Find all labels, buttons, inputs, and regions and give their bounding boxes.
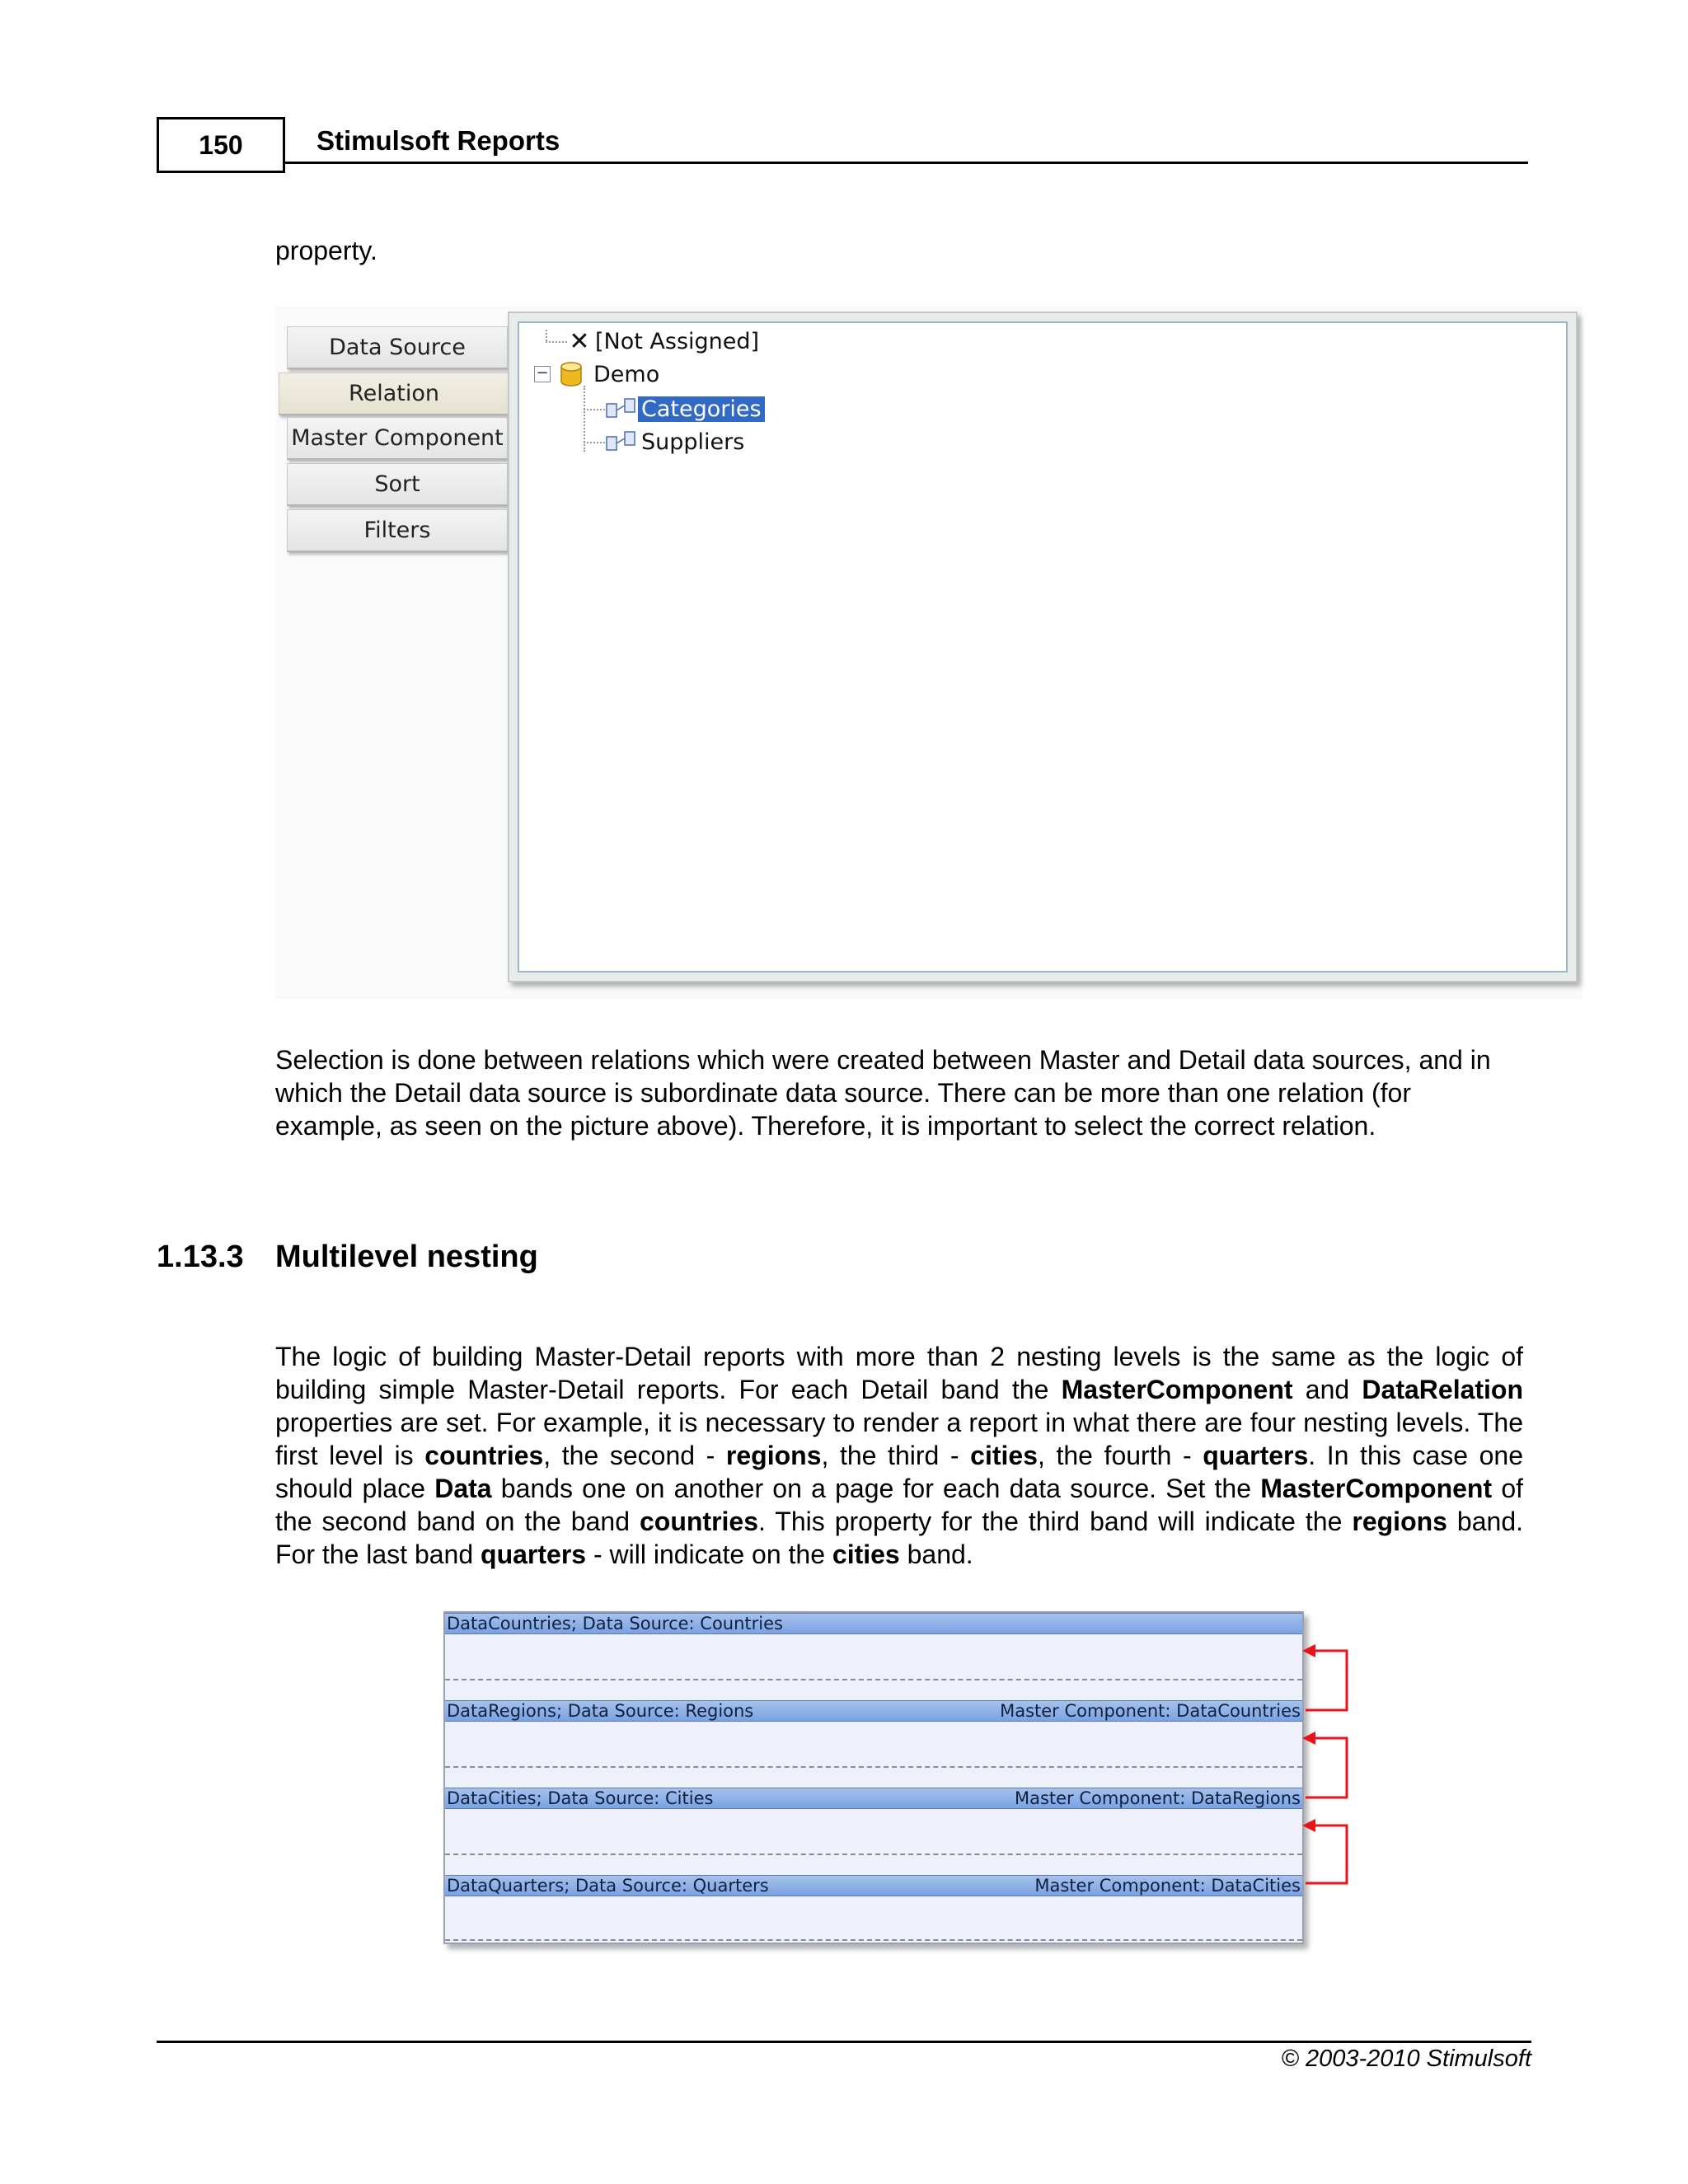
text-run: band. bbox=[899, 1540, 973, 1569]
band-title: DataRegions; Data Source: Regions bbox=[447, 1701, 754, 1721]
tab-data-source[interactable]: Data Source bbox=[287, 326, 508, 369]
text-run: . This property for the third band will indicate the bbox=[758, 1507, 1353, 1536]
bold-term: cities bbox=[832, 1540, 900, 1569]
bold-term: cities bbox=[970, 1441, 1038, 1470]
relation-tree bbox=[518, 321, 1568, 972]
header-rule bbox=[285, 162, 1528, 164]
section-number: 1.13.3 bbox=[157, 1240, 244, 1274]
paragraph-multilevel bbox=[275, 1340, 1523, 1571]
tree-item-label: Categories bbox=[638, 396, 765, 422]
text-run: , the second - bbox=[543, 1441, 726, 1470]
paragraph-relations: Selection is done between relations which were created between Master and Detail data sources, and in which the Detail data source is subordinate data source. There can be more than one relation (for example, as seen on the picture above). Therefore, it is important to select the correct relation. bbox=[275, 1045, 1491, 1141]
arrowhead-icon bbox=[1302, 1819, 1315, 1832]
tab-master-component[interactable]: Master Component bbox=[287, 417, 508, 460]
tree-item-label: Suppliers bbox=[641, 429, 745, 455]
tree-item-label: Demo bbox=[593, 361, 660, 387]
bold-term: MasterComponent bbox=[1260, 1474, 1493, 1503]
intro-text: property. bbox=[275, 236, 377, 265]
header-title: Stimulsoft Reports bbox=[316, 125, 560, 156]
tree-item-categories[interactable] bbox=[605, 394, 765, 424]
tree-connector bbox=[584, 409, 605, 410]
band-title: DataCountries; Data Source: Countries bbox=[447, 1614, 783, 1633]
bold-term: MasterComponent bbox=[1061, 1375, 1293, 1404]
tree-connector bbox=[546, 341, 567, 343]
arrow-regions-to-countries bbox=[1306, 1651, 1347, 1710]
tree-connector bbox=[584, 442, 605, 443]
band-divider bbox=[445, 1766, 1302, 1768]
band-divider bbox=[445, 1679, 1302, 1680]
text-run: The logic of building Master-Detail reports with more than 2 nesting levels is the same as the logic of building simple Master-Detail reports. For each Detail band the bbox=[275, 1342, 1523, 1404]
arrowhead-icon bbox=[1302, 1644, 1315, 1657]
text-run: and bbox=[1292, 1375, 1362, 1404]
band-master: Master Component: DataRegions bbox=[1014, 1788, 1301, 1808]
band-master: Master Component: DataCountries bbox=[1000, 1701, 1301, 1721]
text-run: , the fourth - bbox=[1037, 1441, 1203, 1470]
bold-term: regions bbox=[1352, 1507, 1447, 1536]
database-icon bbox=[559, 361, 584, 387]
bold-term: quarters bbox=[1203, 1441, 1309, 1470]
tree-connector bbox=[546, 330, 547, 341]
band-header-quarters[interactable] bbox=[445, 1875, 1302, 1896]
band-title: DataCities; Data Source: Cities bbox=[447, 1788, 714, 1808]
band-header-cities[interactable] bbox=[445, 1788, 1302, 1809]
tab-relation[interactable]: Relation bbox=[279, 373, 509, 415]
footer-copyright: © 2003-2010 Stimulsoft bbox=[1281, 2046, 1531, 2072]
text-run: band. For the last band bbox=[275, 1507, 1524, 1569]
report-page bbox=[443, 1611, 1304, 1944]
text-run: properties are set. For example, it is necessary to render a report in what there are four nesting levels. The first level is bbox=[275, 1408, 1523, 1470]
bold-term: regions bbox=[725, 1441, 822, 1470]
text-run: - will indicate on the bbox=[586, 1540, 832, 1569]
section-title: Multilevel nesting bbox=[275, 1240, 538, 1274]
text-run: of the second band on the band bbox=[275, 1474, 1524, 1536]
relation-icon bbox=[605, 430, 638, 453]
band-title: DataQuarters; Data Source: Quarters bbox=[447, 1876, 769, 1896]
text-run: bands one on another on a page for each data source. Set the bbox=[491, 1474, 1261, 1503]
bold-term: Data bbox=[434, 1474, 492, 1503]
band-divider bbox=[445, 1939, 1302, 1941]
arrow-quarters-to-cities bbox=[1306, 1825, 1347, 1883]
page-number: 150 bbox=[157, 117, 285, 173]
nested-bands-screenshot bbox=[443, 1611, 1358, 1949]
band-header-regions[interactable] bbox=[445, 1700, 1302, 1722]
bold-term: countries bbox=[639, 1507, 758, 1536]
band-divider bbox=[445, 1854, 1302, 1855]
text-run: . In this case one should place bbox=[275, 1441, 1524, 1503]
relation-tree-panel bbox=[508, 312, 1578, 982]
footer-rule bbox=[157, 2041, 1531, 2043]
tab-filters[interactable]: Filters bbox=[287, 509, 508, 552]
bold-term: DataRelation bbox=[1362, 1375, 1524, 1404]
band-master: Master Component: DataCities bbox=[1034, 1876, 1301, 1896]
bold-term: quarters bbox=[481, 1540, 587, 1569]
tree-item-suppliers[interactable] bbox=[605, 427, 748, 457]
tree-item-label: [Not Assigned] bbox=[595, 328, 760, 354]
relation-icon bbox=[605, 397, 638, 420]
close-icon: ✕ bbox=[569, 326, 590, 356]
tab-sort[interactable]: Sort bbox=[287, 463, 508, 506]
band-header-countries[interactable] bbox=[445, 1613, 1302, 1634]
bold-term: countries bbox=[424, 1441, 544, 1470]
tree-item-demo[interactable] bbox=[534, 359, 663, 389]
arrow-cities-to-regions bbox=[1306, 1738, 1347, 1797]
tree-item-not-assigned[interactable] bbox=[567, 326, 762, 356]
text-run: , the third - bbox=[821, 1441, 971, 1470]
arrowhead-icon bbox=[1302, 1732, 1315, 1745]
master-link-arrows bbox=[1301, 1644, 1358, 1891]
data-band-properties-screenshot bbox=[275, 307, 1582, 999]
collapse-icon[interactable]: − bbox=[534, 366, 551, 382]
